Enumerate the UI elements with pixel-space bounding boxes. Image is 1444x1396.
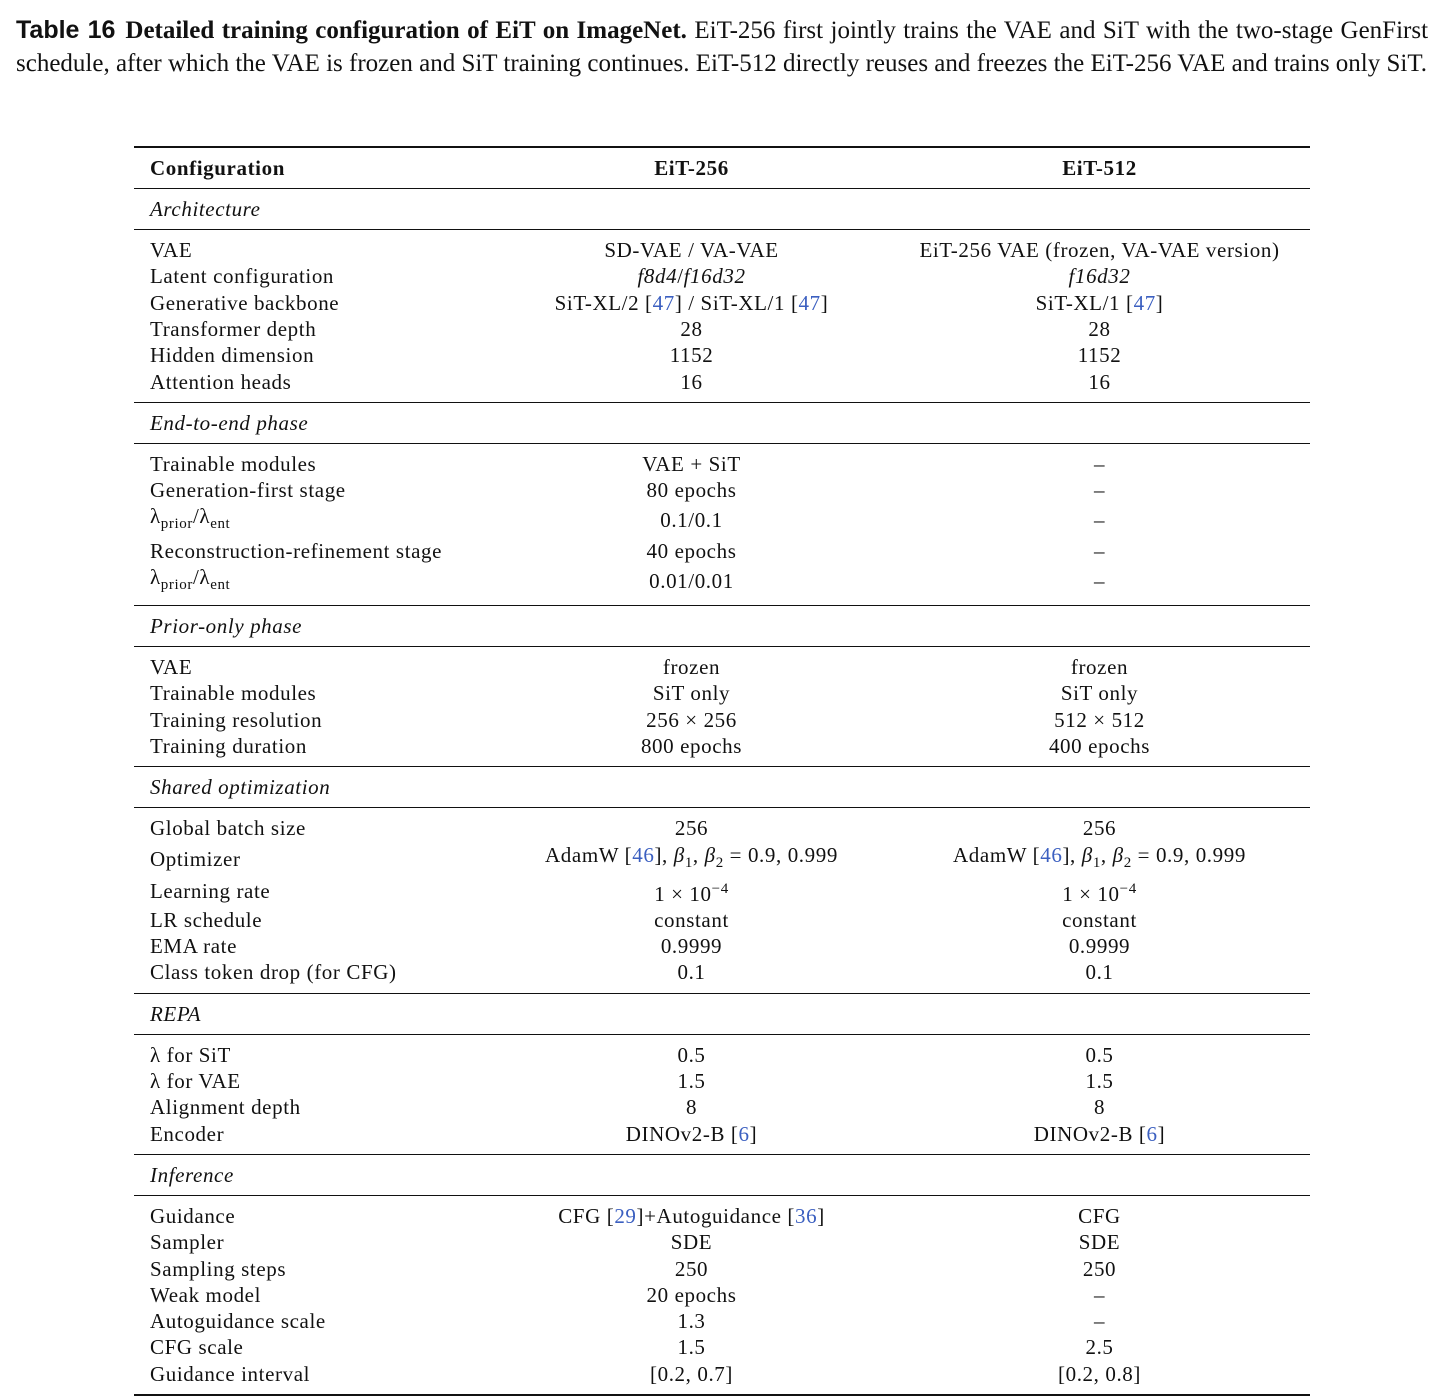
row-label: λ for VAE <box>150 1069 241 1094</box>
table-row <box>134 1334 1310 1360</box>
cell-eit-256: 80 epochs <box>646 478 737 503</box>
row-label: CFG scale <box>150 1335 244 1360</box>
table-row <box>134 680 1310 706</box>
section-title: Architecture <box>134 189 1310 230</box>
row-label: Global batch size <box>150 816 306 841</box>
cell-eit-512: $1 \times 10^{-4}$ <box>1062 880 1137 906</box>
cell-eit-256: AdamW [46], $\beta_1$, $\beta_2 = 0.9$, 0.999 <box>545 842 838 871</box>
cell-eit-512: 16 <box>1088 369 1111 394</box>
row-label: Training duration <box>150 734 308 759</box>
config-table-wrapper <box>134 146 1310 1396</box>
row-label: LR schedule <box>150 907 263 932</box>
table-row <box>134 477 1310 503</box>
cell-eit-512: 0.1 <box>1085 960 1114 985</box>
cell-eit-256: [0.2, 0.7] <box>650 1361 733 1386</box>
cell-eit-256: 1.3 <box>677 1309 706 1334</box>
section-header-row <box>134 402 1310 443</box>
cell-eit-256: 0.5 <box>677 1042 706 1067</box>
cell-eit-512: – <box>1093 1282 1106 1307</box>
row-label: Autoguidance scale <box>150 1309 326 1334</box>
table-row <box>134 959 1310 993</box>
cell-eit-512: SiT only <box>1060 681 1139 706</box>
cell-eit-512: – <box>1093 451 1106 476</box>
row-label: VAE <box>150 655 193 680</box>
section-title: Inference <box>134 1154 1310 1195</box>
cell-eit-512: – <box>1093 1309 1106 1334</box>
caption-title: Detailed training configuration of EiT on ImageNet. <box>125 17 687 44</box>
table-row <box>134 1308 1310 1334</box>
section-header-group <box>134 189 1310 230</box>
cell-eit-512: constant <box>1062 907 1137 932</box>
cell-eit-256: 1.5 <box>677 1335 706 1360</box>
cell-eit-256: VAE + SiT <box>642 451 741 476</box>
table-row <box>134 443 1310 477</box>
row-label: Generative backbone <box>150 290 340 315</box>
table-row <box>134 1068 1310 1094</box>
table-row <box>134 842 1310 876</box>
table-row <box>134 316 1310 342</box>
section-header-group <box>134 402 1310 443</box>
row-label: $\lambda_{prior}/\lambda_{ent}$ <box>150 564 231 594</box>
row-label: Weak model <box>150 1282 262 1307</box>
section-body <box>134 647 1310 767</box>
caption-label: Table 16 <box>16 16 116 44</box>
row-label: Class token drop (for CFG) <box>150 960 397 985</box>
cell-eit-256: 0.01/0.01 <box>649 568 734 593</box>
cell-eit-512: – <box>1093 478 1106 503</box>
table-row <box>134 564 1310 606</box>
row-label: EMA rate <box>150 934 238 959</box>
section-header-row <box>134 189 1310 230</box>
cell-eit-256: DINOv2-B [6] <box>625 1121 758 1146</box>
cell-eit-256: 16 <box>680 369 703 394</box>
table-row <box>134 647 1310 681</box>
table-row <box>134 503 1310 537</box>
header-eit-256: EiT-256 <box>654 155 729 180</box>
table-row <box>134 263 1310 289</box>
cell-eit-512: 8 <box>1093 1095 1106 1120</box>
table-row <box>134 1229 1310 1255</box>
table-row <box>134 933 1310 959</box>
table-row <box>134 876 1310 907</box>
cell-eit-256: 40 epochs <box>646 538 737 563</box>
config-table <box>134 146 1310 1396</box>
row-label: Encoder <box>150 1121 225 1146</box>
table-row <box>134 1361 1310 1395</box>
table-row <box>134 707 1310 733</box>
cell-eit-512: 512 × 512 <box>1054 707 1145 732</box>
row-label: Latent configuration <box>150 264 335 289</box>
table-row <box>134 1282 1310 1308</box>
section-header-group <box>134 993 1310 1034</box>
row-label: VAE <box>150 238 193 263</box>
section-title: REPA <box>134 993 1310 1034</box>
cell-eit-512: SiT-XL/1 [47] <box>1035 290 1164 315</box>
cell-eit-256: SD-VAE / VA-VAE <box>604 238 779 263</box>
table-row <box>134 1034 1310 1068</box>
cell-eit-512: [0.2, 0.8] <box>1058 1361 1141 1386</box>
header-configuration: Configuration <box>150 155 285 180</box>
cell-eit-256: 1152 <box>669 343 714 368</box>
cell-eit-256: SiT-XL/2 [47] / SiT-XL/1 [47] <box>554 290 829 315</box>
row-label: Reconstruction-refinement stage <box>150 538 443 563</box>
table-row <box>134 368 1310 402</box>
cell-eit-512: 1152 <box>1077 343 1122 368</box>
cell-eit-512: 28 <box>1088 317 1111 342</box>
table-row <box>134 342 1310 368</box>
cell-eit-256: 1.5 <box>677 1069 706 1094</box>
row-label: Trainable modules <box>150 681 317 706</box>
cell-eit-512: f16d32 <box>1068 264 1131 289</box>
caption-text: EiT-256 first jointly trains the VAE and SiT with the two-stage GenFirst schedule, after which the VAE is frozen and SiT training continues. EiT-512 directly reuses and freezes the EiT-256 VAE and trains only SiT. <box>16 17 1429 77</box>
cell-eit-256: 0.1 <box>677 960 706 985</box>
cell-eit-256: SiT only <box>652 681 731 706</box>
section-header-row <box>134 1154 1310 1195</box>
section-header-row <box>134 993 1310 1034</box>
row-label: Learning rate <box>150 879 271 904</box>
cell-eit-256: f8d4/f16d32 <box>637 264 746 289</box>
section-header-group <box>134 767 1310 808</box>
row-label: Trainable modules <box>150 451 317 476</box>
cell-eit-256: SDE <box>670 1230 713 1255</box>
cell-eit-512: 250 <box>1082 1256 1117 1281</box>
section-body <box>134 1034 1310 1154</box>
table-row <box>134 538 1310 564</box>
row-label: Guidance <box>150 1203 236 1228</box>
cell-eit-512: 2.5 <box>1085 1335 1114 1360</box>
cell-eit-256: constant <box>654 907 729 932</box>
row-label: Guidance interval <box>150 1361 311 1386</box>
table-row <box>134 290 1310 316</box>
cell-eit-512: 400 epochs <box>1048 734 1151 759</box>
cell-eit-256: frozen <box>662 655 721 680</box>
cell-eit-512: – <box>1093 568 1106 593</box>
table-row <box>134 1195 1310 1229</box>
section-header-row <box>134 606 1310 647</box>
row-label: Transformer depth <box>150 317 317 342</box>
cell-eit-256: 250 <box>674 1256 709 1281</box>
cell-eit-512: frozen <box>1070 655 1129 680</box>
cell-eit-512: AdamW [46], $\beta_1$, $\beta_2 = 0.9$, 0.999 <box>953 842 1246 871</box>
section-body <box>134 443 1310 605</box>
row-label: Generation-first stage <box>150 478 346 503</box>
cell-eit-256: 256 × 256 <box>646 707 737 732</box>
row-label: Sampler <box>150 1230 225 1255</box>
cell-eit-256: CFG [29]+Autoguidance [36] <box>558 1203 825 1228</box>
cell-eit-512: – <box>1093 538 1106 563</box>
section-header-group <box>134 606 1310 647</box>
section-title: Prior-only phase <box>134 606 1310 647</box>
cell-eit-512: EiT-256 VAE (frozen, VA-VAE version) <box>919 238 1280 263</box>
cell-eit-256: $1 \times 10^{-4}$ <box>654 880 729 906</box>
section-header-row <box>134 767 1310 808</box>
table-row <box>134 1121 1310 1155</box>
section-title: Shared optimization <box>134 767 1310 808</box>
cell-eit-256: 0.9999 <box>660 934 723 959</box>
section-body <box>134 808 1310 993</box>
row-label: $\lambda_{prior}/\lambda_{ent}$ <box>150 504 231 533</box>
cell-eit-512: DINOv2-B [6] <box>1033 1121 1166 1146</box>
cell-eit-256: 8 <box>685 1095 698 1120</box>
header-eit-512: EiT-512 <box>1062 155 1137 180</box>
section-body <box>134 230 1310 403</box>
section-body <box>134 1195 1310 1395</box>
table-row <box>134 907 1310 933</box>
cell-eit-512: 0.9999 <box>1068 934 1131 959</box>
table-header-row <box>134 147 1310 189</box>
cell-eit-512: CFG <box>1078 1203 1121 1228</box>
cell-eit-512: 0.5 <box>1085 1042 1114 1067</box>
row-label: Training resolution <box>150 707 323 732</box>
row-label: λ for SiT <box>150 1042 231 1067</box>
table-row <box>134 230 1310 264</box>
cell-eit-256: 28 <box>680 317 703 342</box>
cell-eit-256: 0.1/0.1 <box>660 508 723 533</box>
table-caption <box>16 14 1428 80</box>
table-row <box>134 1255 1310 1281</box>
row-label: Alignment depth <box>150 1095 301 1120</box>
cell-eit-256: 256 <box>674 816 709 841</box>
cell-eit-256: 800 epochs <box>640 734 743 759</box>
section-header-group <box>134 1154 1310 1195</box>
cell-eit-512: SDE <box>1078 1230 1121 1255</box>
table-row <box>134 1094 1310 1120</box>
cell-eit-512: 256 <box>1082 816 1117 841</box>
row-label: Sampling steps <box>150 1256 287 1281</box>
section-title: End-to-end phase <box>134 402 1310 443</box>
row-label: Optimizer <box>150 846 241 871</box>
cell-eit-512: 1.5 <box>1085 1069 1114 1094</box>
row-label: Attention heads <box>150 369 292 394</box>
cell-eit-256: 20 epochs <box>646 1282 737 1307</box>
table-row <box>134 733 1310 767</box>
cell-eit-512: – <box>1093 508 1106 533</box>
table-row <box>134 808 1310 842</box>
row-label: Hidden dimension <box>150 343 315 368</box>
